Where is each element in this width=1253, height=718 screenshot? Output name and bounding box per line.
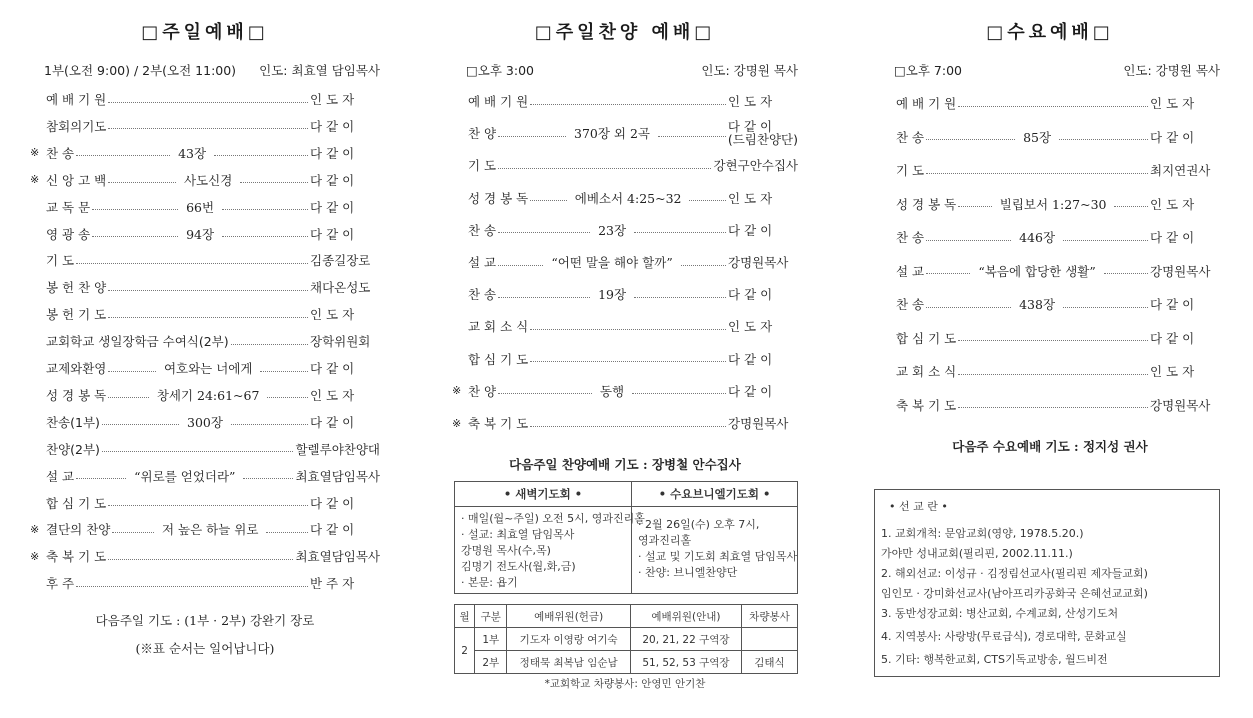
order-value: 370장 외 2곡 — [574, 126, 650, 142]
leader-dots — [658, 136, 726, 137]
info-line: · 설교: 최효열 담임목사 — [461, 528, 575, 541]
leader-dots — [222, 236, 308, 237]
leader-dots — [498, 265, 543, 266]
order-label: 예 배 기 원 — [468, 94, 529, 109]
order-person: 다 같 이 — [310, 118, 355, 134]
order-person: 인 도 자 — [310, 92, 355, 107]
leader-dots — [530, 329, 726, 330]
order-person: 인 도 자 — [1150, 96, 1195, 111]
leader-dots — [681, 265, 726, 266]
info-line: 1. 교회개척: 문암교회(영양, 1978.5.20.) — [881, 527, 1084, 540]
order-label: 후 주 — [46, 576, 75, 592]
order-person: 다 같 이 — [310, 172, 355, 188]
leader-dots — [266, 532, 308, 533]
order-value: “위로를 얻었더라” — [134, 468, 236, 484]
order-person: 인 도 자 — [728, 190, 773, 206]
part-cell: 2부 — [475, 651, 507, 674]
leader-dots — [108, 397, 149, 398]
leader-dots — [108, 505, 308, 506]
service-leader: 인도: 강명원 목사 — [1123, 63, 1220, 78]
leader-dots — [260, 371, 308, 372]
order-person: 다 같 이 — [310, 361, 355, 376]
leader-dots — [530, 200, 567, 201]
order-person: 다 같 이 — [728, 287, 773, 303]
order-item — [30, 440, 380, 458]
table-header: 예배위원(헌금) — [507, 605, 631, 628]
order-value: 446장 — [1019, 230, 1056, 245]
leader-dots — [926, 273, 970, 274]
order-label: 찬 송 — [468, 222, 497, 238]
order-person: 장학위원회 — [310, 334, 371, 350]
order-label: 합 심 기 도 — [896, 330, 957, 346]
order-person-name: 다 같 이 — [727, 119, 773, 135]
leader-dots — [243, 478, 293, 479]
prayer-meetings-box — [454, 481, 798, 594]
order-label: 신 앙 고 백 — [46, 172, 107, 188]
table-header: 예배위원(안내) — [630, 605, 741, 628]
stand-mark: ※ — [30, 522, 40, 536]
order-item — [880, 94, 1220, 112]
dawn-prayer-section — [455, 482, 645, 593]
order-value: 빌립보서 1:27~30 — [999, 196, 1107, 212]
stand-mark: ※ — [452, 416, 462, 430]
order-item — [452, 382, 798, 400]
order-label: 교 회 소 식 — [468, 319, 529, 335]
order-label: 찬양(2부) — [46, 441, 100, 457]
leader-dots — [108, 371, 156, 372]
leader-dots — [108, 102, 308, 103]
leader-dots — [926, 307, 1011, 308]
order-label: 합 심 기 도 — [46, 495, 107, 511]
dawn-prayer-lines — [455, 507, 645, 591]
leader-dots — [76, 263, 308, 264]
order-item — [452, 414, 798, 432]
leader-dots — [498, 393, 592, 394]
leader-dots — [76, 586, 308, 587]
order-item — [30, 413, 380, 431]
order-person: 다 같 이 — [310, 414, 355, 430]
usher-cell: 20, 21, 22 구역장 — [630, 628, 741, 651]
order-label: 축 복 기 도 — [468, 416, 529, 431]
order-value: 94장 — [186, 226, 215, 242]
praise-service-title: □주일찬양 예배□ — [534, 22, 716, 43]
order-item — [30, 386, 380, 404]
order-person: 강명원목사 — [1150, 397, 1211, 413]
order-label: 교제와환영 — [46, 361, 107, 376]
leader-dots — [632, 393, 726, 394]
order-item — [30, 117, 380, 135]
leader-dots — [222, 209, 308, 210]
order-person: 인 도 자 — [310, 387, 355, 403]
leader-dots — [92, 209, 178, 210]
order-label: 찬 송 — [46, 145, 75, 161]
stand-mark: ※ — [30, 549, 40, 563]
order-item — [452, 189, 798, 207]
order-person: 강명원목사 — [728, 416, 789, 431]
order-item — [30, 547, 380, 565]
wed-prayer-section — [632, 482, 797, 593]
sunday-praise-column — [452, 0, 798, 718]
wed-prayer-heading: • 수요브니엘기도회 • — [632, 482, 797, 507]
leader-dots — [102, 424, 179, 425]
leader-dots — [214, 155, 308, 156]
service-time: □오후 7:00 — [894, 63, 963, 78]
offering-cell: 정태묵 최복남 임순남 — [507, 651, 631, 674]
order-item — [30, 494, 380, 512]
leader-dots — [108, 290, 308, 291]
leader-dots — [102, 451, 294, 452]
order-value: 300장 — [187, 414, 223, 430]
car-cell — [741, 628, 797, 651]
order-person: 강명원목사 — [1150, 263, 1211, 279]
order-value: “복음에 합당한 생활” — [978, 263, 1096, 279]
info-line: 3. 동반성장교회: 병산교회, 수계교회, 산성기도처 — [881, 607, 1119, 620]
offering-cell: 기도자 이영랑 여기숙 — [507, 628, 631, 651]
sunday-service-title: □주일예배□ — [141, 22, 269, 43]
service-time: □오후 3:00 — [466, 63, 535, 78]
order-label: 영 광 송 — [46, 226, 91, 242]
leader-dots — [498, 136, 566, 137]
wednesday-service-title: □수요예배□ — [986, 22, 1114, 43]
order-item — [30, 198, 380, 216]
order-label: 봉 헌 기 도 — [46, 307, 107, 323]
info-line: · 매일(월~주일) 오전 5시, 영과진리홀 — [461, 512, 645, 525]
leader-dots — [958, 407, 1148, 408]
leader-dots — [634, 232, 726, 233]
order-item — [30, 90, 380, 108]
leader-dots — [498, 168, 711, 169]
order-item — [880, 128, 1220, 146]
order-value: 저 높은 하늘 위로 — [161, 522, 259, 538]
wednesday-service-header — [894, 61, 1220, 79]
order-person: 다 같 이 — [728, 351, 773, 367]
order-label: 결단의 찬양 — [46, 522, 111, 538]
order-label: 기 도 — [468, 158, 497, 174]
order-person: 최효열담임목사 — [295, 549, 380, 565]
leader-dots — [530, 104, 726, 105]
order-label: 교 회 소 식 — [896, 364, 957, 379]
order-item — [880, 262, 1220, 280]
order-label: 찬 송 — [896, 230, 925, 245]
part-cell: 1부 — [475, 628, 507, 651]
order-label: 성 경 봉 독 — [468, 190, 529, 206]
order-label: 봉 헌 찬 양 — [46, 280, 107, 296]
order-label: 축 복 기 도 — [896, 397, 957, 413]
leader-dots — [634, 297, 726, 298]
order-person: 인 도 자 — [1150, 196, 1195, 212]
info-line: · 본문: 욥기 — [461, 576, 518, 589]
order-item — [880, 228, 1220, 246]
order-person: 강명원목사 — [728, 255, 789, 270]
order-label: 성 경 봉 독 — [896, 196, 957, 212]
leader-dots — [112, 532, 154, 533]
leader-dots — [498, 232, 590, 233]
order-person: 다 같 이 — [310, 145, 355, 161]
order-person: 인 도 자 — [1150, 364, 1195, 379]
order-item — [880, 195, 1220, 213]
order-item — [30, 144, 380, 162]
order-item — [30, 225, 380, 243]
order-person: 인 도 자 — [310, 307, 355, 323]
leader-dots — [76, 478, 126, 479]
leader-dots — [958, 106, 1148, 107]
order-label: 합 심 기 도 — [468, 351, 529, 367]
dawn-prayer-heading: • 새벽기도회 • — [455, 482, 631, 507]
next-wed-prayer-note: 다음주 수요예배 기도 : 정지성 권사 — [952, 439, 1148, 454]
order-label: 참회의기도 — [46, 118, 107, 134]
order-item — [452, 285, 798, 303]
order-value: 동행 — [599, 383, 625, 399]
leader-dots — [1114, 206, 1148, 207]
order-item — [452, 317, 798, 335]
order-person: 다 같 이 — [310, 495, 355, 511]
car-service-note: *교회학교 차량봉사: 안영민 안기찬 — [544, 678, 706, 690]
leader-dots — [1104, 273, 1148, 274]
order-person: 김종길장로 — [310, 253, 371, 269]
leader-dots — [1063, 307, 1148, 308]
leader-dots — [92, 236, 178, 237]
mission-box — [874, 489, 1220, 677]
wednesday-service-column — [880, 0, 1220, 718]
order-person: 다 같 이 — [728, 222, 773, 238]
order-label: 교 독 문 — [46, 199, 91, 215]
leader-dots — [1059, 139, 1148, 140]
order-value: 43장 — [178, 145, 207, 161]
leader-dots — [689, 200, 726, 201]
order-label: 예 배 기 원 — [46, 92, 107, 107]
order-label: 찬송(1부) — [46, 414, 100, 430]
leader-dots — [108, 559, 293, 560]
order-label: 설 교 — [896, 263, 925, 279]
leader-dots — [231, 344, 308, 345]
order-label: 찬 양 — [468, 126, 497, 142]
order-label: 찬 양 — [468, 383, 497, 399]
leader-dots — [926, 240, 1011, 241]
info-line: 영과진리홀 — [638, 534, 692, 547]
car-cell: 김태식 — [741, 651, 797, 674]
order-value: 85장 — [1023, 129, 1052, 145]
info-line: 가야만 성내교회(필리핀, 2002.11.11.) — [881, 547, 1073, 560]
order-person: 강현구안수집사 — [713, 158, 798, 174]
table-row — [455, 651, 798, 674]
order-item — [452, 350, 798, 368]
order-person: 최효열담임목사 — [295, 468, 380, 484]
order-person: 인 도 자 — [728, 94, 773, 109]
leader-dots — [240, 182, 308, 183]
order-person: 다 같 이 — [1150, 230, 1195, 245]
order-person: 다 같 이 — [310, 199, 355, 215]
order-value: 19장 — [598, 287, 627, 303]
leader-dots — [530, 426, 726, 427]
order-value: 여호와는 너에게 — [163, 361, 253, 376]
leader-dots — [231, 424, 308, 425]
table-header-row — [455, 605, 798, 628]
leader-dots — [498, 297, 590, 298]
stand-mark: ※ — [30, 173, 40, 187]
order-person: 채다온성도 — [310, 280, 371, 296]
order-person: 다 같 이 — [1150, 330, 1195, 346]
order-person: 다 같 이 — [1150, 129, 1195, 145]
order-label: 설 교 — [468, 255, 497, 270]
order-person-group: (드림찬양단) — [727, 132, 798, 148]
order-item — [880, 362, 1220, 380]
info-line: 5. 기타: 행복한교회, CTS기독교방송, 월드비전 — [881, 653, 1108, 666]
praise-service-header — [466, 61, 798, 79]
order-label: 찬 송 — [896, 129, 925, 145]
order-label: 기 도 — [46, 253, 75, 269]
order-item — [30, 332, 380, 350]
order-item — [880, 396, 1220, 414]
stand-note: (※표 순서는 일어납니다) — [135, 641, 275, 656]
leader-dots — [76, 155, 170, 156]
order-person: 다 같 이 — [310, 522, 355, 538]
info-line: · 설교 및 기도회 최효열 담임목사 — [638, 550, 798, 563]
wed-prayer-lines — [632, 507, 797, 581]
order-item — [452, 92, 798, 110]
leader-dots — [267, 397, 308, 398]
service-time: 1부(오전 9:00) / 2부(오전 11:00) — [44, 63, 237, 78]
volunteer-table — [454, 604, 798, 674]
order-item — [30, 520, 380, 538]
info-line: · 찬양: 브니엘찬양단 — [638, 566, 738, 579]
order-item — [452, 156, 798, 174]
order-label: 찬 송 — [896, 297, 925, 312]
info-line: 4. 지역봉사: 사랑방(무료급식), 경로대학, 문화교실 — [881, 630, 1127, 643]
info-line: 김명기 전도사(월,화,금) — [461, 560, 576, 573]
leader-dots — [1063, 240, 1148, 241]
leader-dots — [108, 317, 308, 318]
order-label: 교회학교 생일장학금 수여식(2부) — [46, 334, 229, 350]
order-item — [30, 305, 380, 323]
order-value: 에베소서 4:25~32 — [574, 190, 682, 206]
mission-heading: • 선 교 란 • — [889, 500, 948, 513]
month-cell: 2 — [455, 628, 475, 674]
order-label: 예 배 기 원 — [896, 96, 957, 111]
order-value: 23장 — [598, 222, 627, 238]
table-header: 월 — [455, 605, 475, 628]
order-item — [452, 119, 798, 148]
info-line: 2. 해외선교: 이성규 · 김정림선교사(필리핀 제자들교회) — [881, 567, 1148, 580]
info-line: · 2월 26일(수) 오후 7시, — [638, 518, 760, 531]
stand-mark: ※ — [30, 146, 40, 160]
leader-dots — [958, 374, 1148, 375]
order-person: 다 같 이 — [310, 226, 355, 242]
order-value: “어떤 말을 해야 할까” — [551, 255, 673, 270]
order-item — [880, 161, 1220, 179]
sunday-service-column — [30, 0, 380, 718]
leader-dots — [108, 128, 308, 129]
leader-dots — [926, 173, 1148, 174]
order-value: 438장 — [1019, 297, 1056, 312]
order-item — [30, 171, 380, 189]
order-label: 성 경 봉 독 — [46, 387, 107, 403]
order-value: 창세기 24:61~67 — [156, 387, 260, 403]
leader-dots — [958, 206, 992, 207]
order-label: 찬 송 — [468, 287, 497, 303]
service-leader: 인도: 최효열 담임목사 — [259, 63, 380, 78]
next-prayer-note: 다음주일 기도 : (1부 · 2부) 강완기 장로 — [95, 613, 315, 628]
leader-dots — [958, 340, 1148, 341]
table-row — [455, 628, 798, 651]
stand-mark: ※ — [452, 384, 462, 398]
usher-cell: 51, 52, 53 구역장 — [630, 651, 741, 674]
order-item — [30, 467, 380, 485]
info-line: 임인모 · 강미화선교사(남아프리카공화국 은혜선교교회) — [881, 587, 1148, 600]
order-person: 다 같 이 — [1150, 297, 1195, 312]
order-value: 사도신경 — [183, 172, 233, 188]
order-person — [728, 120, 798, 146]
service-leader: 인도: 강명원 목사 — [701, 63, 798, 78]
table-header: 구분 — [475, 605, 507, 628]
order-person: 인 도 자 — [728, 319, 773, 335]
order-person: 할렐루야찬양대 — [295, 441, 380, 457]
next-praise-prayer-note: 다음주일 찬양예배 기도 : 장병철 안수집사 — [509, 457, 741, 472]
order-label: 기 도 — [896, 163, 925, 178]
order-item — [452, 221, 798, 239]
order-person: 다 같 이 — [728, 383, 773, 399]
order-item — [30, 278, 380, 296]
leader-dots — [530, 361, 726, 362]
leader-dots — [926, 139, 1015, 140]
order-item — [30, 251, 380, 269]
order-item — [30, 574, 380, 592]
order-item — [30, 359, 380, 377]
order-item — [452, 253, 798, 271]
order-value: 66번 — [186, 199, 215, 215]
leader-dots — [108, 182, 176, 183]
order-item — [880, 329, 1220, 347]
order-label: 설 교 — [46, 468, 75, 484]
order-label: 축 복 기 도 — [46, 549, 107, 565]
order-person: 반 주 자 — [310, 576, 355, 592]
info-line: 강명원 목사(수,목) — [461, 544, 551, 557]
table-header: 차량봉사 — [741, 605, 797, 628]
sunday-service-header — [44, 61, 380, 79]
mission-lines — [875, 522, 1219, 671]
order-item — [880, 295, 1220, 313]
order-person: 최지연권사 — [1150, 163, 1211, 178]
